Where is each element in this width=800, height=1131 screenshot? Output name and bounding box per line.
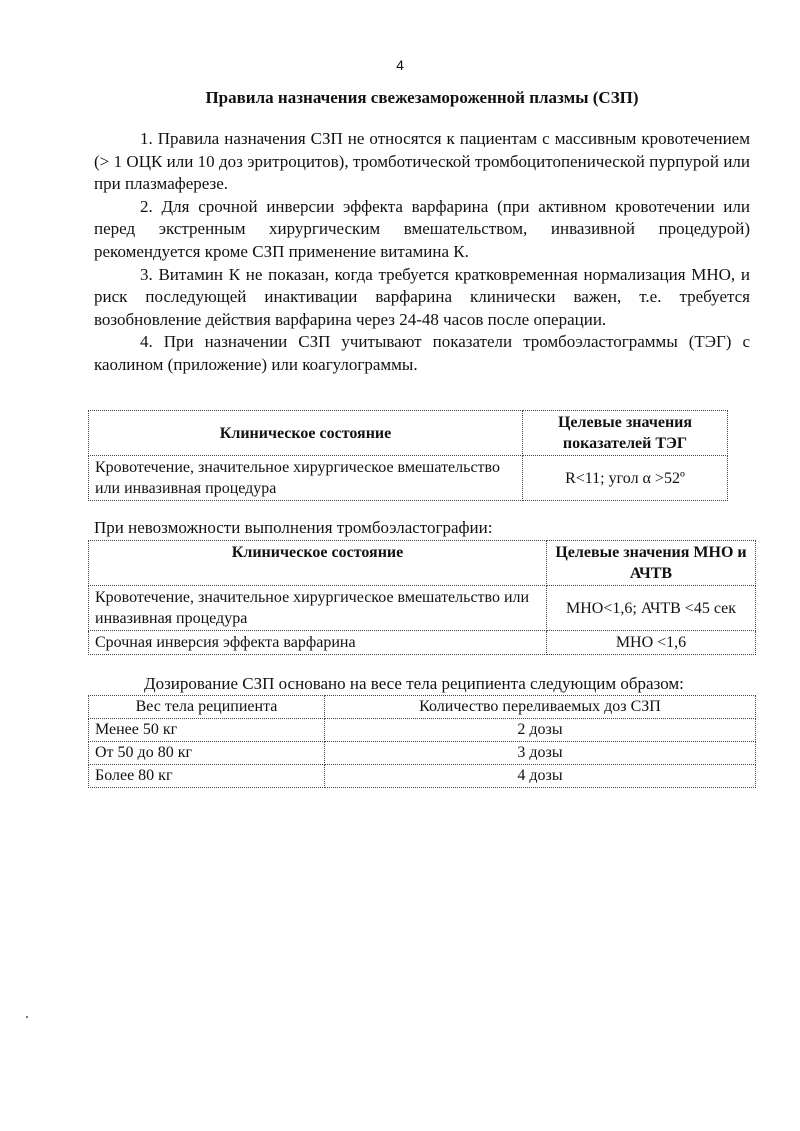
teg-header-target: Целевые значения показателей ТЭГ [523, 411, 728, 456]
table-row [89, 631, 756, 655]
table-header-row [89, 696, 756, 719]
dose-caption: Дозирование СЗП основано на весе тела реципиента следующим образом: [144, 674, 684, 693]
paragraph-1: 1. Правила назначения СЗП не относятся к пациентам с массивным кровотечением (> 1 ОЦК или 10 доз эритроцитов), тромботической тромбоцитопенической пурпурой или при плазмаферезе. [94, 129, 750, 194]
coag-table [88, 540, 756, 655]
teg-cell-condition: Кровотечение, значительное хирургическое вмешательство или инвазивная процедура [89, 456, 523, 501]
coag-cell-target-2: МНО <1,6 [547, 631, 756, 655]
table-row [89, 742, 756, 765]
paragraph-3: 3. Витамин К не показан, когда требуется кратковременная нормализация МНО, и риск последующей инактивации варфарина клинически важен, т.е. требуется возобновление действия варфарина через 24-48 часов после операции. [94, 264, 750, 329]
scan-speck [26, 1016, 28, 1018]
dose-cell-weight-3: Более 80 кг [89, 765, 325, 788]
table-row [89, 586, 756, 631]
dose-cell-count-3: 4 дозы [325, 765, 756, 788]
coag-header-condition: Клиническое состояние [89, 541, 547, 586]
dose-header-weight: Вес тела реципиента [89, 696, 325, 719]
teg-table [88, 410, 728, 501]
dose-table [88, 695, 756, 788]
dose-cell-count-1: 2 дозы [325, 719, 756, 742]
paragraph-4: 4. При назначении СЗП учитывают показатели тромбоэластограммы (ТЭГ) с каолином (приложение) или коагулограммы. [94, 332, 750, 374]
table-row [89, 456, 728, 501]
dose-cell-count-2: 3 дозы [325, 742, 756, 765]
coag-cell-condition-2: Срочная инверсия эффекта варфарина [89, 631, 547, 655]
dose-cell-weight-2: От 50 до 80 кг [89, 742, 325, 765]
coag-header-target: Целевые значения МНО и АЧТВ [547, 541, 756, 586]
coag-cell-target-1: МНО<1,6; АЧТВ <45 сек [547, 586, 756, 631]
coag-caption: При невозможности выполнения тромбоэластографии: [94, 518, 493, 537]
table-row [89, 719, 756, 742]
coag-cell-condition-1: Кровотечение, значительное хирургическое вмешательство или инвазивная процедура [89, 586, 547, 631]
teg-header-condition: Клиническое состояние [89, 411, 523, 456]
dose-cell-weight-1: Менее 50 кг [89, 719, 325, 742]
body-text [94, 128, 750, 377]
teg-cell-target: R<11; угол α >52º [523, 456, 728, 501]
paragraph-2: 2. Для срочной инверсии эффекта варфарина (при активном кровотечении или перед экстренным хирургическим вмешательством, инвазивной процедурой) рекомендуется кроме СЗП применение витамина К. [94, 196, 750, 261]
page-number: 4 [396, 57, 404, 73]
page-title: Правила назначения свежезамороженной плазмы (СЗП) [205, 88, 639, 107]
table-header-row [89, 411, 728, 456]
dose-header-count: Количество переливаемых доз СЗП [325, 696, 756, 719]
table-header-row [89, 541, 756, 586]
table-row [89, 765, 756, 788]
